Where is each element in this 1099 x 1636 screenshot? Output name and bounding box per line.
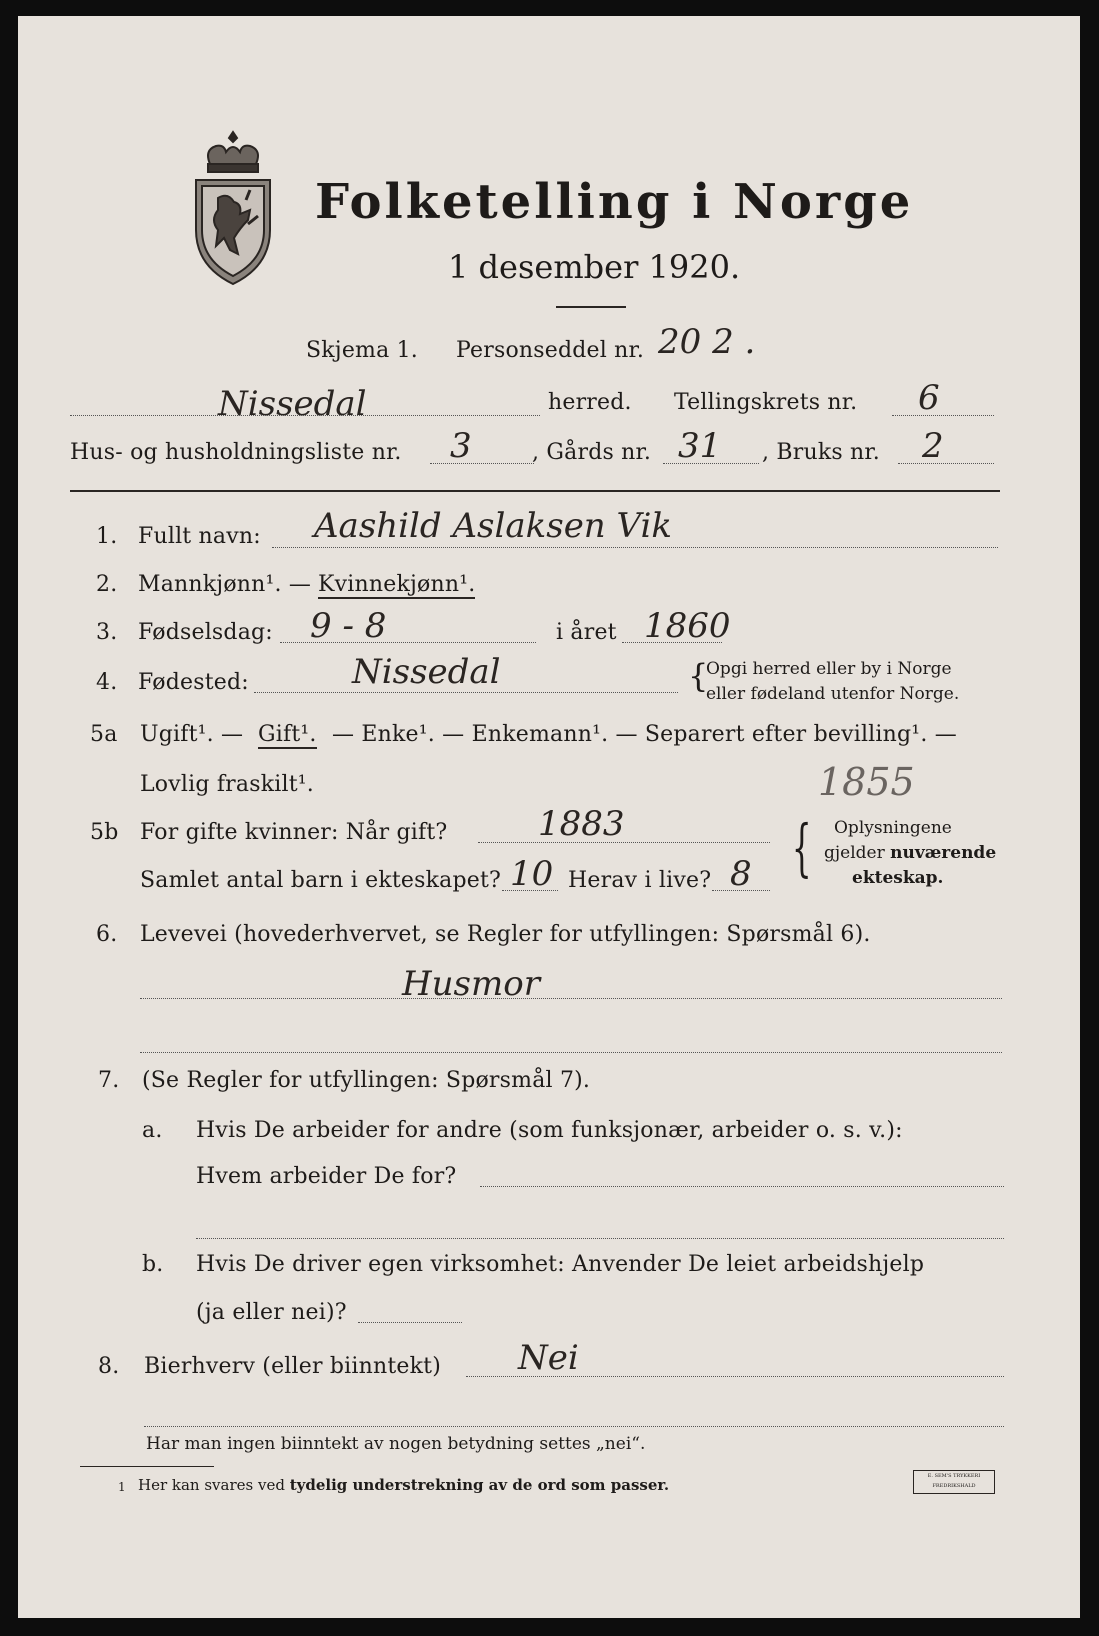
- gards-value: 31: [678, 426, 722, 466]
- q2-male: Mannkjønn¹. —: [138, 572, 312, 597]
- q2-number: 2.: [96, 572, 118, 597]
- q5b-label: For gifte kvinner: Når gift?: [140, 820, 448, 845]
- q5b-value: 1883: [538, 804, 625, 844]
- q8-label: Bierhverv (eller biinntekt): [144, 1354, 442, 1379]
- q6-number: 6.: [96, 922, 118, 947]
- q4-number: 4.: [96, 670, 118, 695]
- hus-line: [430, 463, 534, 464]
- q5b-brace: {: [791, 811, 812, 884]
- hus-value: 3: [450, 426, 472, 466]
- q2-female-underlined: Kvinnekjønn¹.: [318, 572, 476, 597]
- bruks-value: 2: [922, 426, 944, 466]
- norway-coat-of-arms-icon: [188, 128, 278, 288]
- census-form: [18, 16, 1080, 1618]
- q5b-children-label: Samlet antal barn i ekteskapet?: [140, 868, 502, 893]
- tellingskrets-value: 6: [918, 378, 940, 418]
- herred-value: Nissedal: [218, 384, 367, 424]
- q5b-note-2: gjelder nuværende: [824, 843, 997, 863]
- q4-label: Fødested:: [138, 670, 249, 695]
- q5a-rest: — Enke¹. — Enkemann¹. — Separert efter bevilling¹. —: [332, 722, 957, 747]
- herred-line: [70, 415, 540, 416]
- form-date: 1 desember 1920.: [448, 248, 741, 286]
- gards-line: [663, 463, 759, 464]
- q7a-line-2: [196, 1238, 1004, 1239]
- q3-line: [280, 642, 536, 643]
- q6-line-2: [140, 1052, 1002, 1053]
- footnote: Her kan svares ved tydelig understrekning av de ord som passer.: [138, 1476, 670, 1494]
- bruks-label: , Bruks nr.: [762, 440, 880, 465]
- q8-number: 8.: [98, 1354, 120, 1379]
- q7-number: 7.: [98, 1068, 120, 1093]
- q7b-letter: b.: [142, 1252, 164, 1277]
- q5b-alive-label: Herav i live?: [568, 868, 712, 893]
- q8-line: [466, 1376, 1004, 1377]
- q1-value: Aashild Aslaksen Vik: [314, 506, 672, 546]
- q1-number: 1.: [96, 524, 118, 549]
- q4-note-1: Opgi herred eller by i Norge: [706, 659, 952, 679]
- q8-value: Nei: [518, 1338, 579, 1378]
- q7b-label: Hvis De driver egen virksomhet: Anvender De leiet arbeidshjelp: [196, 1252, 925, 1277]
- q5b-children-value: 10: [510, 854, 554, 894]
- tellingskrets-line: [892, 415, 994, 416]
- q5a-number: 5a: [90, 722, 118, 747]
- q7-label: (Se Regler for utfyllingen: Spørsmål 7).: [142, 1068, 591, 1093]
- q4-brace: {: [688, 657, 709, 695]
- q6-label: Levevei (hovederhvervet, se Regler for utfyllingen: Spørsmål 6).: [140, 922, 871, 947]
- q5b-alive-value: 8: [730, 854, 752, 894]
- q5a-ugift: Ugift¹. —: [140, 722, 244, 747]
- q3-label: Fødselsdag:: [138, 620, 273, 645]
- q7a-line2: Hvem arbeider De for?: [196, 1164, 457, 1189]
- q3-year-value: 1860: [644, 606, 731, 646]
- hus-label: Hus- og husholdningsliste nr.: [70, 440, 402, 465]
- q1-line: [272, 547, 998, 548]
- q8-line-2: [144, 1426, 1004, 1427]
- herred-label: herred.: [548, 390, 632, 415]
- q5a-gift-underlined: Gift¹.: [258, 722, 317, 747]
- personseddel-value: 20 2 .: [658, 322, 756, 362]
- q7a-line: [480, 1186, 1004, 1187]
- q5b-alive-line: [712, 890, 770, 891]
- q7a-label: Hvis De arbeider for andre (som funksjonær, arbeider o. s. v.):: [196, 1118, 903, 1143]
- q3-year-label: i året: [556, 620, 617, 645]
- q1-label: Fullt navn:: [138, 524, 261, 549]
- q4-value: Nissedal: [352, 652, 501, 692]
- bruks-line: [898, 463, 994, 464]
- footnote-number: 1: [118, 1480, 126, 1494]
- biinntekt-note: Har man ingen biinntekt av nogen betydning settes „nei“.: [146, 1434, 646, 1454]
- q5b-note-3: ekteskap.: [852, 868, 944, 888]
- printer-stamp: E. SEM'S TRYKKERI FREDRIKSHALD: [913, 1470, 995, 1494]
- footnote-rule: [80, 1466, 214, 1467]
- skjema-label: Skjema 1.: [306, 338, 419, 363]
- title-divider: [556, 306, 626, 308]
- header-rule: [70, 490, 1000, 492]
- q4-note-2: eller fødeland utenfor Norge.: [706, 684, 960, 704]
- q5b-children-line: [502, 890, 558, 891]
- form-title: Folketelling i Norge: [315, 174, 914, 230]
- q5b-line: [478, 842, 770, 843]
- q7a-letter: a.: [142, 1118, 163, 1143]
- q5b-number: 5b: [90, 820, 119, 845]
- q3-number: 3.: [96, 620, 118, 645]
- q6-value: Husmor: [402, 964, 540, 1004]
- q6-line-1: [140, 998, 1002, 999]
- tellingskrets-label: Tellingskrets nr.: [674, 390, 858, 415]
- gards-label: , Gårds nr.: [532, 440, 652, 465]
- q3-year-line: [622, 642, 722, 643]
- q4-line: [254, 692, 678, 693]
- personseddel-label: Personseddel nr.: [456, 338, 645, 363]
- q7b-line: [358, 1322, 462, 1323]
- q5a-line2: Lovlig fraskilt¹.: [140, 772, 314, 797]
- q7b-line2: (ja eller nei)?: [196, 1300, 347, 1325]
- q3-value: 9 - 8: [310, 606, 387, 646]
- q5a-pencil-note: 1855: [818, 760, 915, 804]
- q5b-note-1: Oplysningene: [834, 818, 952, 838]
